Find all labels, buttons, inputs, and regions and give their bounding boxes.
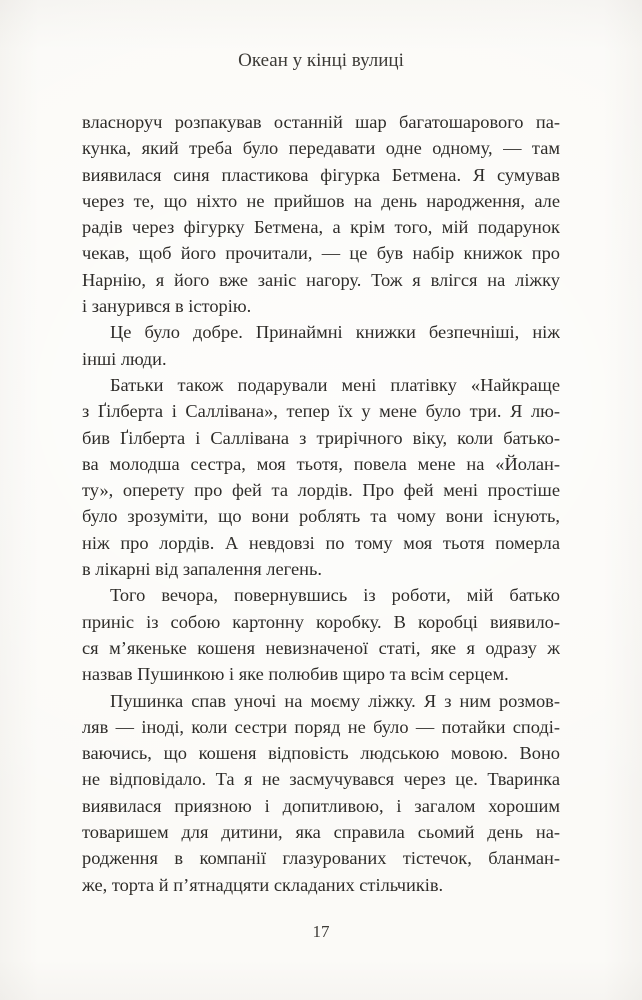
text-block — [82, 109, 560, 898]
text-line: виявилася синя пластикова фігурка Бетмена. Я сумував — [82, 164, 560, 185]
page-footer — [0, 922, 642, 942]
page-number: 17 — [312, 922, 330, 941]
text-line: в лікарні від запалення легень. — [82, 559, 322, 580]
text-line: власноруч розпакував останній шар багатошарового па- — [82, 112, 560, 132]
text-line: родження в компанії глазурованих тістечок, бланман- — [82, 848, 560, 869]
text-line: виявилася приязною і допитливою, і загалом хорошим — [82, 795, 560, 816]
text-line: же, торта й пʼятнадцяти складаних стільчиків. — [82, 874, 444, 895]
text-line: Пушинка спав уночі на моєму ліжку. Я з ним розмов- — [110, 690, 560, 711]
text-line: не відповідало. Та я не засмучувався через це. Тваринка — [82, 769, 560, 790]
text-line: ніж про лордів. А невдовзі по тому моя тьотя померла — [82, 532, 560, 553]
text-line: ва молодша сестра, моя тьотя, повела мене на «Йолан- — [82, 453, 560, 474]
text-line: ту», оперету про фей та лордів. Про фей мені простіше — [82, 480, 560, 501]
text-line: через те, що ніхто не прийшов на день народження, але — [82, 190, 560, 211]
text-line: ваючись, що кошеня відповість людською мовою. Воно — [82, 743, 560, 764]
text-line: ся мʼякеньке кошеня невизначеної статі, яке я одразу ж — [82, 637, 560, 658]
text-line: Це було добре. Принаймні книжки безпечніші, ніж — [110, 322, 560, 343]
text-line: ляв — іноді, коли сестри поряд не було — потайки споді- — [82, 716, 560, 737]
text-line: інші люди. — [82, 348, 167, 369]
text-line: приніс із собою картонну коробку. В коробці виявило- — [82, 611, 560, 632]
text-line: і занурився в історію. — [82, 296, 252, 317]
text-line: було зрозуміти, що вони роблять та чому вони існують, — [82, 506, 560, 527]
running-header — [0, 50, 642, 72]
text-line: товаришем для дитини, яка справила сьомий день на- — [82, 822, 560, 843]
text-line: бив Ґілберта і Саллівана з трирічного віку, коли батько- — [82, 427, 560, 448]
text-line: Того вечора, повернувшись із роботи, мій батько — [110, 585, 560, 606]
text-line: чекав, щоб його прочитали, — це був набір книжок про — [82, 243, 560, 264]
book-title: Океан у кінці вулиці — [238, 50, 404, 71]
text-line: назвав Пушинкою і яке полюбив щиро та всім серцем. — [82, 664, 509, 685]
text-line: Нарнію, я його вже заніс нагору. Тож я влігся на ліжку — [82, 269, 560, 290]
text-line: радів через фігурку Бетмена, а крім того, мій подарунок — [82, 217, 560, 238]
text-line: з Ґілберта і Саллівана», тепер їх у мене було три. Я лю- — [82, 401, 560, 422]
text-line: кунка, який треба було передавати одне одному, — там — [82, 138, 560, 159]
text-line: Батьки також подарували мені платівку «Найкраще — [110, 374, 560, 395]
